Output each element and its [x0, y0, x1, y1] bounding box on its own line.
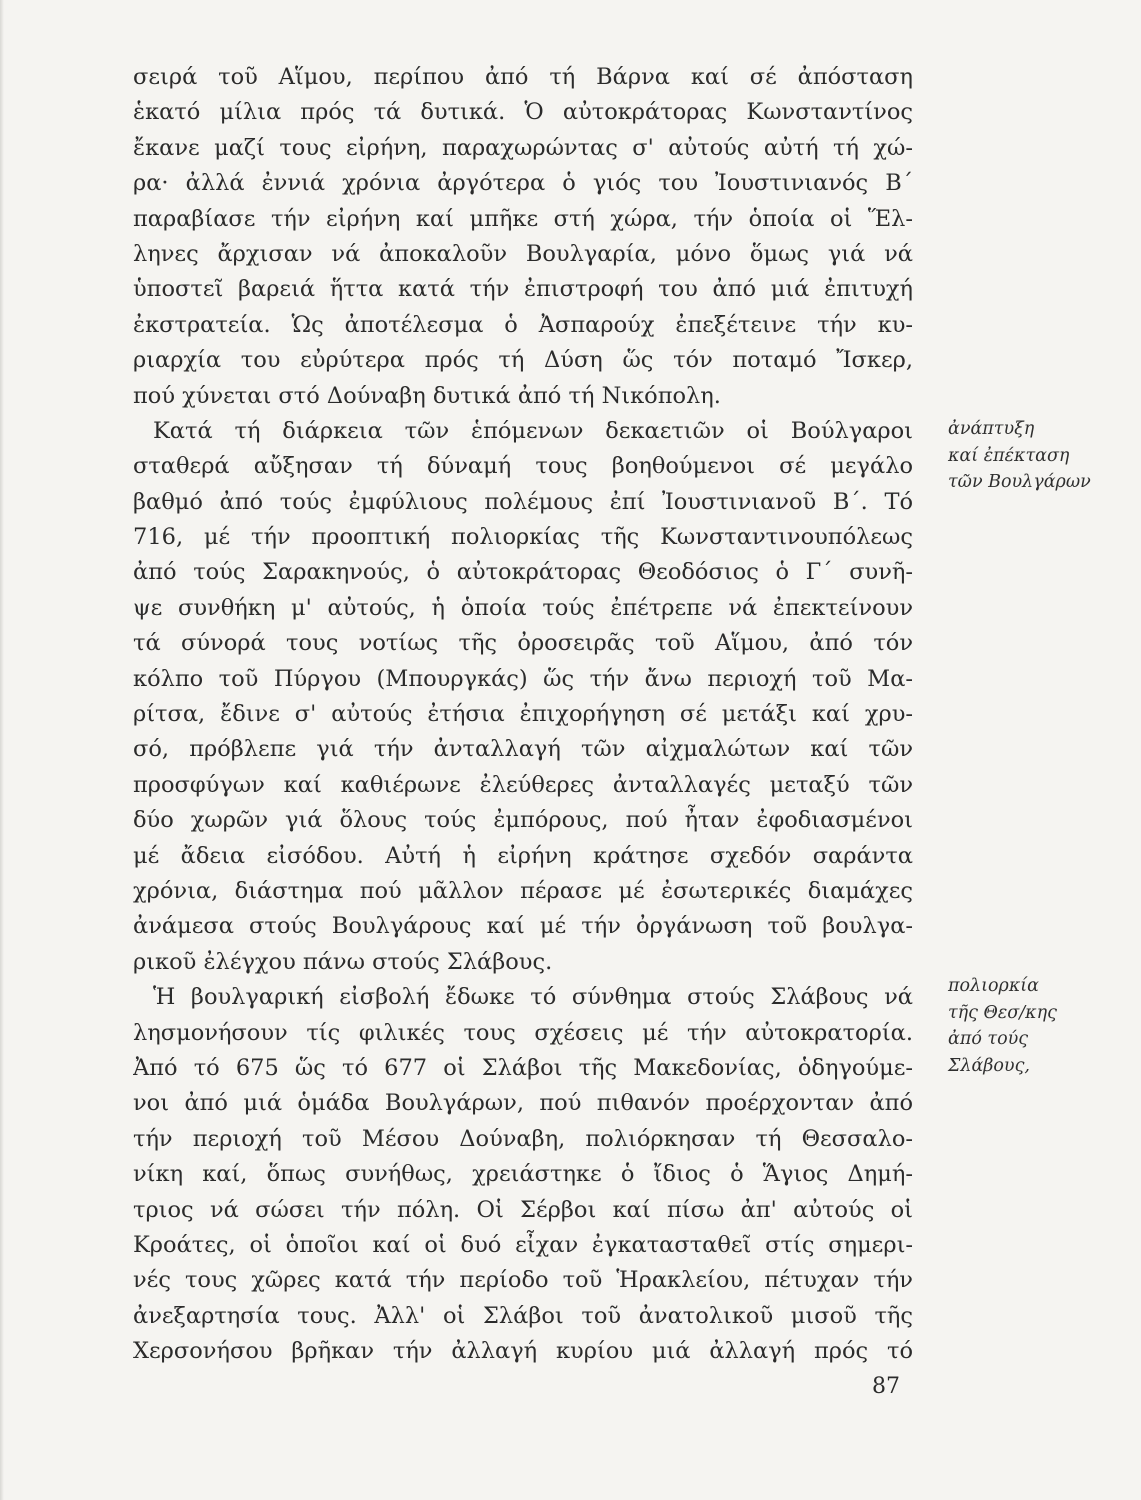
- text-line: ριαρχία του εὐρύτερα πρός τή Δύση ὥς τόν ποταμό Ἴσκερ,: [133, 347, 913, 374]
- text-line: ρικοῦ ἐλέγχου πάνω στούς Σλάβους.: [133, 948, 553, 975]
- text-line: ἀνεξαρτησία τους. Ἀλλ' οἱ Σλάβοι τοῦ ἀνατολικοῦ μισοῦ τῆς: [133, 1302, 913, 1329]
- text-line: μέ ἄδεια εἰσόδου. Αὐτή ἡ εἰρήνη κράτησε σχεδόν σαράντα: [133, 842, 913, 869]
- text-line: Ἡ βουλγαρική εἰσβολή ἔδωκε τό σύνθημα στούς Σλάβους νά: [153, 984, 913, 1011]
- text-line: ἀνάμεσα στούς Βουλγάρους καί μέ τήν ὀργάνωση τοῦ βουλγα-: [133, 913, 913, 940]
- text-line: ἐκστρατεία. Ὡς ἀποτέλεσμα ὁ Ἀσπαρούχ ἐπεξέτεινε τήν κυ-: [133, 311, 913, 338]
- text-line: ψε συνθήκη μ' αὐτούς, ἡ ὁποία τούς ἐπέτρεπε νά ἐπεκτείνουν: [133, 594, 913, 621]
- margin-note-line: καί ἐπέκταση: [948, 445, 1070, 466]
- margin-note-line: ἀνάπτυξη: [948, 419, 1035, 439]
- text-line: τά σύνορά τους νοτίως τῆς ὀροσειρᾶς τοῦ Αἵμου, ἀπό τόν: [133, 630, 913, 657]
- text-line: Ἀπό τό 675 ὥς τό 677 οἱ Σλάβοι τῆς Μακεδονίας, ὁδηγούμε-: [133, 1054, 913, 1081]
- margin-note-line: τῆς Θεσ/κης: [948, 1002, 1057, 1023]
- text-line: 716, μέ τήν προοπτική πολιορκίας τῆς Κωνσταντινουπόλεως: [133, 524, 913, 551]
- text-line: Κροάτες, οἱ ὁποῖοι καί οἱ δυό εἶχαν ἐγκατασταθεῖ στίς σημερι-: [133, 1231, 913, 1258]
- text-line: ληνες ἄρχισαν νά ἀποκαλοῦν Βουλγαρία, μόνο ὅμως γιά νά: [133, 240, 913, 267]
- text-line: δύο χωρῶν γιά ὅλους τούς ἐμπόρους, πού ἦταν ἐφοδιασμένοι: [133, 807, 913, 834]
- text-line: παραβίασε τήν εἰρήνη καί μπῆκε στή χώρα, τήν ὁποία οἱ Ἕλ-: [133, 205, 913, 232]
- text-line: Χερσονήσου βρῆκαν τήν ἀλλαγή κυρίου μιά ἀλλαγή πρός τό: [133, 1338, 913, 1365]
- text-line: ὑποστεῖ βαρειά ἥττα κατά τήν ἐπιστροφή του ἀπό μιά ἐπιτυχή: [133, 276, 913, 303]
- text-line: τριος νά σώσει τήν πόλη. Οἱ Σέρβοι καί πίσω ἀπ' αὐτούς οἱ: [133, 1196, 913, 1223]
- text-line: νίκη καί, ὅπως συνήθως, χρειάστηκε ὁ ἴδιος ὁ Ἅγιος Δημή-: [133, 1161, 913, 1188]
- text-line: Κατά τή διάρκεια τῶν ἑπόμενων δεκαετιῶν οἱ Βούλγαροι: [153, 417, 913, 444]
- margin-note-thessaloniki-siege: [948, 973, 1133, 1079]
- margin-note-line: τῶν Βουλγάρων: [948, 472, 1091, 492]
- text-line: ἀπό τούς Σαρακηνούς, ὁ αὐτοκράτορας Θεοδόσιος ὁ Γ΄ συνῆ-: [133, 559, 913, 586]
- text-line: λησμονήσουν τίς φιλικές τους σχέσεις μέ τήν αὐτοκρατορία.: [133, 1019, 913, 1046]
- margin-note-line: ἀπό τούς: [948, 1029, 1029, 1049]
- text-line: σειρά τοῦ Αἵμου, περίπου ἀπό τή Βάρνα καί σέ ἀπόσταση: [133, 64, 913, 90]
- text-line: τήν περιοχή τοῦ Μέσου Δούναβη, πολιόρκησαν τή Θεσσαλο-: [133, 1125, 913, 1152]
- text-line: ἑκατό μίλια πρός τά δυτικά. Ὁ αὐτοκράτορας Κωνσταντίνος: [133, 99, 913, 126]
- text-line: βαθμό ἀπό τούς ἐμφύλιους πολέμους ἐπί Ἰουστινιανοῦ Β΄. Τό: [133, 488, 913, 515]
- main-text-block: [133, 60, 913, 1369]
- text-line: κόλπο τοῦ Πύργου (Μπουργκάς) ὥς τήν ἄνω περιοχή τοῦ Μα-: [133, 665, 913, 692]
- margin-note-bulgarian-expansion: [948, 416, 1133, 496]
- text-line: νές τους χῶρες κατά τήν περίοδο τοῦ Ἡρακλείου, πέτυχαν τήν: [133, 1267, 913, 1294]
- margin-note-line: πολιορκία: [948, 976, 1039, 996]
- page-number: 87: [872, 1374, 900, 1399]
- text-line: χρόνια, διάστημα πού μᾶλλον πέρασε μέ ἐσωτερικές διαμάχες: [133, 877, 913, 904]
- margin-note-line: Σλάβους,: [948, 1055, 1030, 1076]
- text-line: ρίτσα, ἔδινε σ' αὐτούς ἐτήσια ἐπιχορήγηση σέ μετάξι καί χρυ-: [133, 701, 913, 728]
- page-edge-shadow: [0, 0, 4, 1500]
- text-line: προσφύγων καί καθιέρωνε ἐλεύθερες ἀνταλλαγές μεταξύ τῶν: [133, 771, 913, 798]
- text-line: νοι ἀπό μιά ὁμάδα Βουλγάρων, πού πιθανόν προέρχονταν ἀπό: [133, 1090, 913, 1117]
- text-line: σταθερά αὔξησαν τή δύναμή τους βοηθούμενοι σέ μεγάλο: [133, 453, 913, 480]
- text-line: ἔκανε μαζί τους εἰρήνη, παραχωρώντας σ' αὐτούς αὐτή τή χώ-: [133, 134, 913, 161]
- text-line: ρα· ἀλλά ἐννιά χρόνια ἀργότερα ὁ γιός του Ἰουστινιανός Β΄: [133, 170, 913, 197]
- text-line: σό, πρόβλεπε γιά τήν ἀνταλλαγή τῶν αἰχμαλώτων καί τῶν: [133, 736, 913, 763]
- text-line: πού χύνεται στό Δούναβη δυτικά ἀπό τή Νικόπολη.: [133, 382, 721, 409]
